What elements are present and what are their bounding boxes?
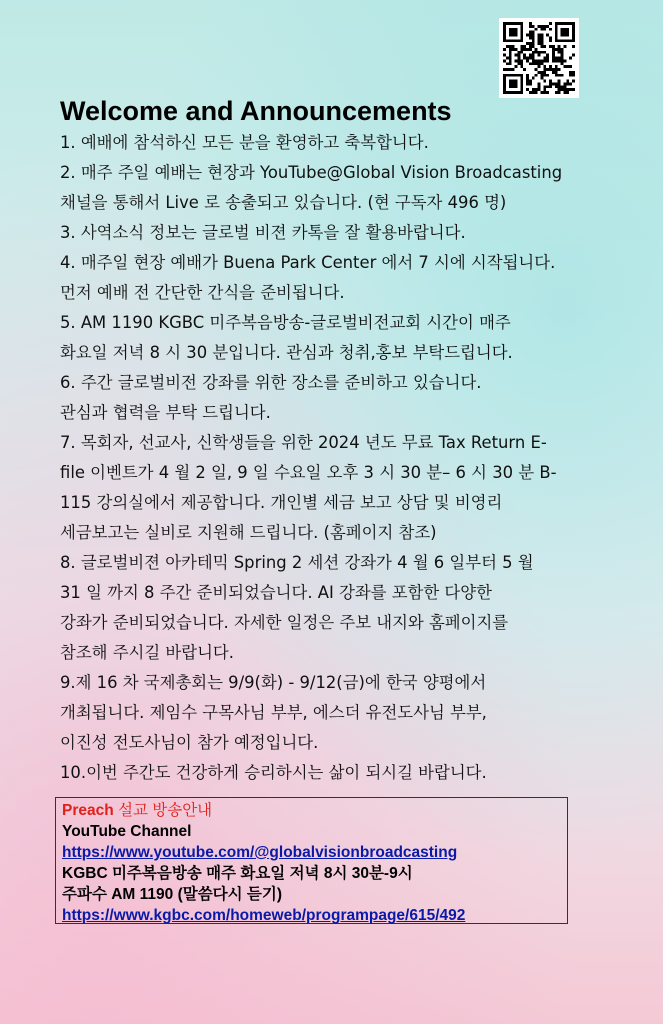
announcement-item <box>60 128 610 158</box>
announcement-line: 2. 매주 주일 예배는 현장과 YouTube@Global Vision Broadcasting <box>60 163 563 182</box>
preach-heading <box>62 800 567 821</box>
announcement-item <box>60 428 610 548</box>
announcement-item <box>60 548 610 668</box>
announcement-line: 5. AM 1190 KGBC 미주복음방송-글로벌비전교회 시간이 매주 <box>60 313 511 332</box>
announcement-line: 채널을 통해서 Live 로 송출되고 있습니다. (현 구독자 496 명) <box>60 193 507 212</box>
frequency-line: 주파수 AM 1190 (말씀다시 듣기) <box>62 886 283 903</box>
announcement-item <box>60 218 610 248</box>
qr-code-graphic <box>503 22 575 94</box>
announcement-item <box>60 248 610 308</box>
qr-code-icon[interactable] <box>499 18 579 98</box>
page-title: Welcome and Announcements <box>60 96 452 126</box>
announcement-line: 4. 매주일 현장 예배가 Buena Park Center 에서 7 시에 시작됩니다. <box>60 253 556 272</box>
announcement-item <box>60 758 610 788</box>
announcement-line: 115 강의실에서 제공합니다. 개인별 세금 보고 상담 및 비영리 <box>60 493 503 512</box>
announcement-line: 6. 주간 글로벌비전 강좌를 위한 장소를 준비하고 있습니다. <box>60 373 482 392</box>
announcement-line: 먼저 예배 전 간단한 간식을 준비됩니다. <box>60 283 345 302</box>
announcement-line: 세금보고는 실비로 지원해 드립니다. (홈페이지 참조) <box>60 523 437 542</box>
announcement-line: 3. 사역소식 정보는 글로벌 비젼 카톡을 잘 활용바랍니다. <box>60 223 466 242</box>
announcement-line: 관심과 협력을 부탁 드립니다. <box>60 403 271 422</box>
announcement-item <box>60 668 610 758</box>
preach-subtitle: 설교 방송안내 <box>113 802 213 819</box>
announcement-line: 1. 예배에 참석하신 모든 분을 환영하고 축복합니다. <box>60 133 429 152</box>
broadcast-info-box <box>55 797 568 924</box>
announcement-line: file 이벤트가 4 월 2 일, 9 일 수요일 오후 3 시 30 분– 6 시 30 분 B- <box>60 463 557 482</box>
youtube-channel-label: YouTube Channel <box>62 823 192 840</box>
announcement-item <box>60 368 610 428</box>
announcement-line: 화요일 저녁 8 시 30 분입니다. 관심과 청취,홍보 부탁드립니다. <box>60 343 513 362</box>
announcement-line: 8. 글로벌비젼 아카테믹 Spring 2 세션 강좌가 4 월 6 일부터 5 월 <box>60 553 534 572</box>
kgbc-schedule: KGBC 미주복음방송 매주 화요일 저녁 8시 30분-9시 <box>62 865 413 882</box>
announcement-line: 9.제 16 차 국제총회는 9/9(화) - 9/12(금)에 한국 양평에서 <box>60 673 487 692</box>
announcement-line: 7. 목회자, 선교사, 신학생들을 위한 2024 년도 무료 Tax Return E- <box>60 433 547 452</box>
announcement-line: 10.이번 주간도 건강하게 승리하시는 삶이 되시길 바랍니다. <box>60 763 487 782</box>
announcement-line: 개최됩니다. 제임수 구목사님 부부, 에스더 유전도사님 부부, <box>60 703 487 722</box>
announcement-list <box>60 128 610 788</box>
announcement-item <box>60 158 610 218</box>
kgbc-program-link[interactable]: https://www.kgbc.com/homeweb/programpage/615/492 <box>62 907 466 924</box>
preach-label: Preach <box>62 802 114 819</box>
announcement-line: 강좌가 준비되었습니다. 자세한 일정은 주보 내지와 홈페이지를 <box>60 613 509 632</box>
youtube-channel-link[interactable]: https://www.youtube.com/@globalvisionbroadcasting <box>62 844 458 861</box>
announcement-line: 이진성 전도사님이 참가 예정입니다. <box>60 733 319 752</box>
announcement-line: 31 일 까지 8 주간 준비되었습니다. AI 강좌를 포함한 다양한 <box>60 583 492 602</box>
announcement-line: 참조해 주시길 바랍니다. <box>60 643 234 662</box>
announcement-item <box>60 308 610 368</box>
